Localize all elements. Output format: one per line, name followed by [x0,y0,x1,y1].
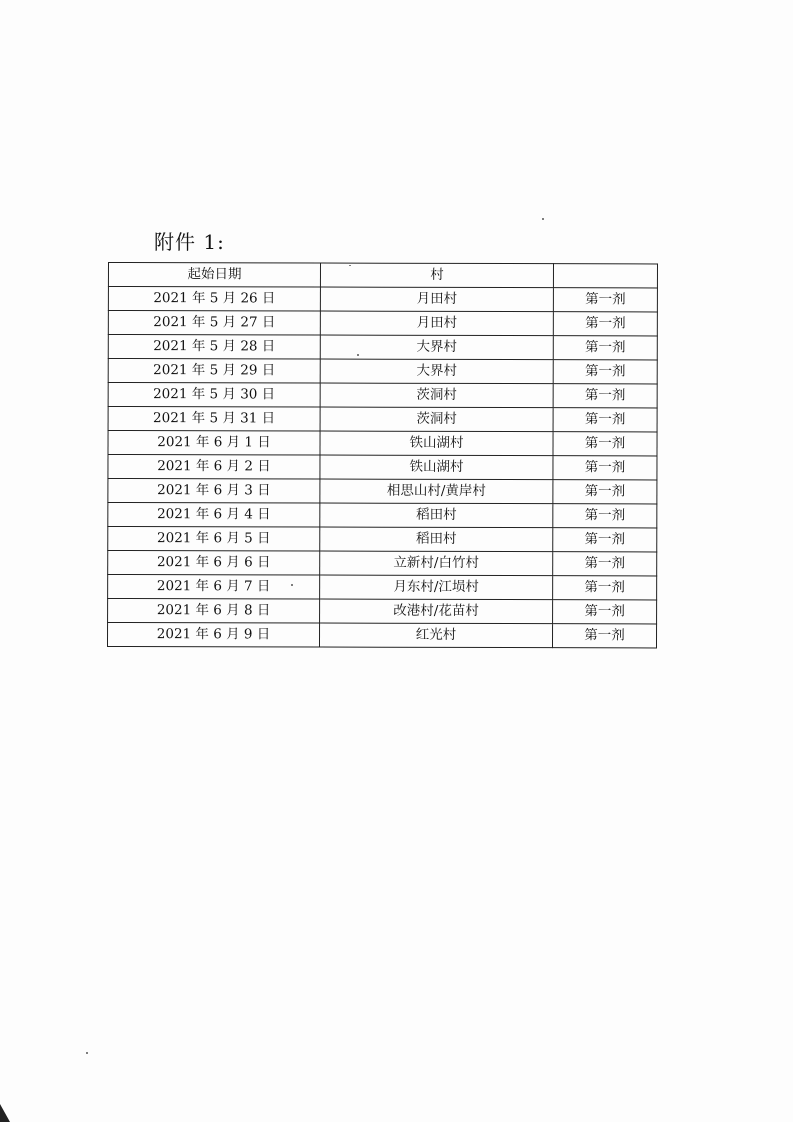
cell-dose: 第一剂 [553,576,657,600]
cell-date: 2021 年 6 月 1 日 [108,431,320,456]
table-row [108,479,657,504]
attachment-label: 附件 1: [154,230,225,254]
cell-dose: 第一剂 [553,552,657,576]
cell-dose: 第一剂 [553,528,657,552]
cell-date: 2021 年 6 月 3 日 [108,479,320,504]
cell-dose: 第一剂 [553,288,657,312]
table-header-row [108,263,657,288]
table-row [108,527,657,552]
cell-dose: 第一剂 [553,432,657,456]
cell-dose: 第一剂 [552,624,656,648]
scan-speck [349,265,351,266]
cell-village: 铁山湖村 [320,431,553,456]
table-row [108,359,657,384]
cell-village: 相思山村/黄岸村 [320,479,553,504]
cell-date: 2021 年 5 月 29 日 [108,359,320,384]
scan-speck [357,354,359,356]
table-row [108,311,657,336]
cell-village: 立新村/白竹村 [320,551,553,576]
cell-dose: 第一剂 [553,600,657,624]
cell-village: 稻田村 [320,503,553,528]
cell-date: 2021 年 6 月 9 日 [107,623,319,648]
vaccination-schedule-table [107,262,658,648]
cell-dose: 第一剂 [553,336,657,360]
table-row [108,383,657,408]
table-row [107,623,656,648]
cell-date: 2021 年 5 月 31 日 [108,407,320,432]
cell-village: 改港村/花苗村 [320,599,553,624]
table-row [108,455,657,480]
table-row [108,431,657,456]
scan-speck [291,584,293,586]
cell-date: 2021 年 6 月 4 日 [108,503,320,528]
cell-village: 月田村 [320,287,553,312]
cell-date: 2021 年 5 月 27 日 [108,311,320,336]
cell-date: 2021 年 5 月 28 日 [108,335,320,360]
cell-date: 2021 年 6 月 2 日 [108,455,320,480]
cell-dose: 第一剂 [553,456,657,480]
cell-dose: 第一剂 [553,360,657,384]
table-row [108,503,657,528]
cell-date: 2021 年 6 月 8 日 [108,599,320,624]
scan-speck [542,218,544,220]
table-row [108,287,657,312]
cell-dose: 第一剂 [553,504,657,528]
cell-dose: 第一剂 [553,408,657,432]
table-row [108,599,657,624]
table-row [108,551,657,576]
cell-date: 2021 年 6 月 5 日 [108,527,320,552]
cell-dose: 第一剂 [553,384,657,408]
cell-village: 月东村/江埙村 [320,575,553,600]
header-village: 村 [320,263,553,288]
cell-village: 红光村 [319,623,552,648]
cell-village: 茨洞村 [320,383,553,408]
cell-village: 月田村 [320,311,553,336]
cell-date: 2021 年 6 月 6 日 [108,551,320,576]
cell-date: 2021 年 5 月 26 日 [108,287,320,312]
cell-date: 2021 年 6 月 7 日 [108,575,320,600]
cell-village: 大界村 [320,359,553,384]
table-row [108,575,657,600]
cell-date: 2021 年 5 月 30 日 [108,383,320,408]
scan-corner-mark [0,1104,10,1122]
cell-village: 铁山湖村 [320,455,553,480]
cell-village: 稻田村 [320,527,553,552]
cell-village: 茨洞村 [320,407,553,432]
header-start-date: 起始日期 [108,263,320,288]
header-dose [553,264,657,288]
table-row [108,407,657,432]
table-body [107,287,657,648]
table-row [108,335,657,360]
cell-village: 大界村 [320,335,553,360]
cell-dose: 第一剂 [553,312,657,336]
cell-dose: 第一剂 [553,480,657,504]
scan-speck [86,1052,88,1054]
